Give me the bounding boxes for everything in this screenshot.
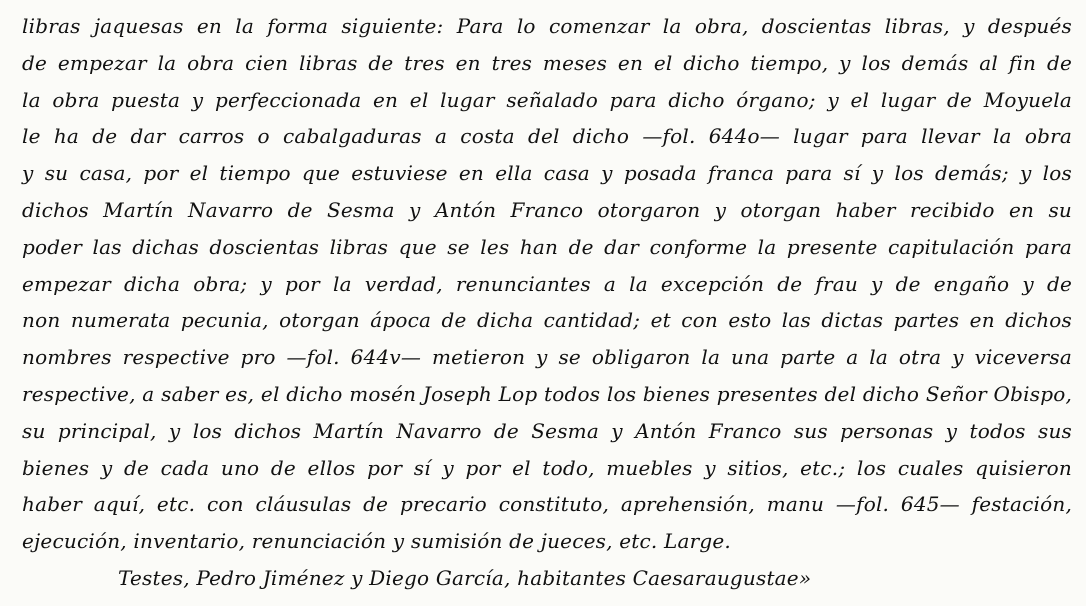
witness-line: Testes, Pedro Jiménez y Diego García, habitantes Caesaraugustae»	[118, 565, 812, 590]
text-line: y su casa, por el tiempo que estuviese en ella casa y posada franca para sí y los demás; y los	[22, 161, 1072, 186]
text-line: non numerata pecunia, otorgan ápoca de dicha cantidad; et con esto las dictas partes en dichos	[22, 308, 1072, 333]
text-line: dichos Martín Navarro de Sesma y Antón Franco otorgaron y otorgan haber recibido en su	[22, 197, 1072, 222]
text-line: de empezar la obra cien libras de tres en tres meses en el dicho tiempo, y los demás al fin de	[22, 50, 1072, 75]
text-line: le ha de dar carros o cabalgaduras a costa del dicho —fol. 644o— lugar para llevar la obra	[22, 124, 1072, 149]
text-line: haber aquí, etc. con cláusulas de precario constituto, aprehensión, manu —fol. 645— festación,	[22, 492, 1072, 517]
text-line: empezar dicha obra; y por la verdad, renunciantes a la excepción de frau y de engaño y de	[22, 271, 1072, 296]
document-page	[22, 8, 1072, 597]
text-line: respective, a saber es, el dicho mosén Joseph Lop todos los bienes presentes del dicho Señor Obispo,	[22, 381, 1072, 406]
text-line: bienes y de cada uno de ellos por sí y por el todo, muebles y sitios, etc.; los cuales quisieron	[22, 455, 1072, 480]
text-line: su principal, y los dichos Martín Navarro de Sesma y Antón Franco sus personas y todos sus	[22, 418, 1072, 443]
text-line: nombres respective pro —fol. 644v— metieron y se obligaron la una parte a la otra y viceversa	[22, 345, 1072, 370]
text-line: poder las dichas doscientas libras que se les han de dar conforme la presente capitulación para	[22, 234, 1072, 259]
text-line: libras jaquesas en la forma siguiente: Para lo comenzar la obra, doscientas libras, y después	[22, 14, 1072, 38]
text-line: ejecución, inventario, renunciación y sumisión de jueces, etc. Large.	[22, 529, 731, 554]
text-line: la obra puesta y perfeccionada en el lugar señalado para dicho órgano; y el lugar de Moyuela	[22, 87, 1072, 112]
